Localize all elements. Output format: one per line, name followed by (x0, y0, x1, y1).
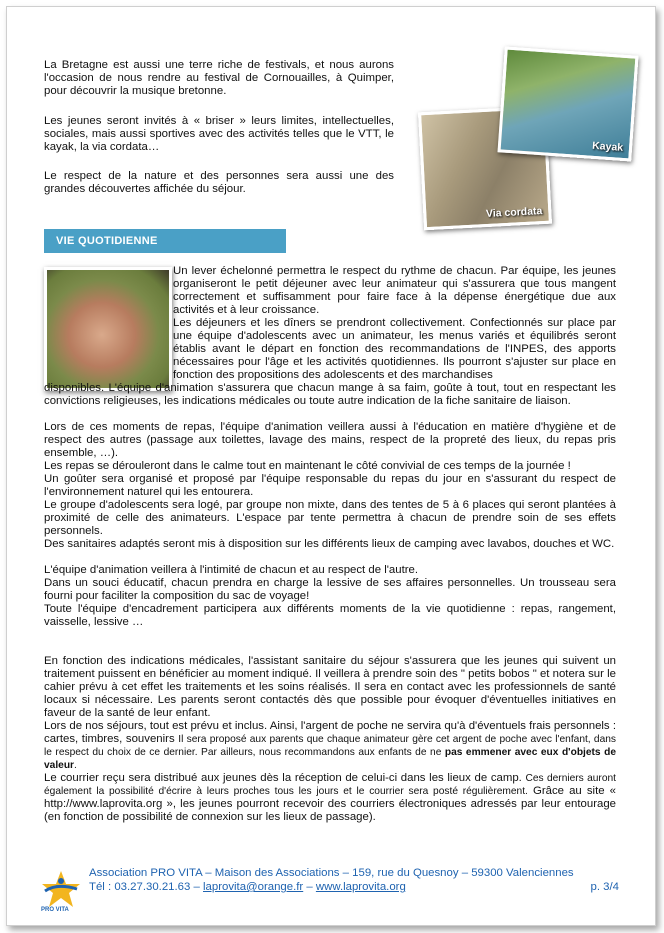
document-page (6, 6, 656, 926)
argent-text-1: Lors de nos séjours, tout est prévu et inclus. Ainsi, l'argent de poche ne servira qu'à d'éventuels frais personnels : cartes, timbres, souvenirs (44, 720, 616, 745)
kayak-caption: Kayak (591, 139, 624, 154)
intro-paragraph-respect: Le respect de la nature et des personnes sera aussi une des grandes découvertes affichée du séjour. (44, 170, 394, 195)
intro-paragraph-activities: Les jeunes seront invités à « briser » leurs limites, intellectuelles, sociales, mais aussi sportives avec des activités telles que le VTT, le kayak, la via cordata… (44, 115, 394, 153)
footer-email-link[interactable]: laprovita@orange.fr (203, 881, 304, 893)
paragraph-encadrement: Toute l'équipe d'encadrement participera aux différents moments de la vie quotidienne : repas, rangement, vaisselle, lessive … (44, 603, 616, 628)
courrier-text-2: Ces derniers auront également la possibilité d'écrire à leurs proches tous les jours et le courrier sera posté régulièrement. (44, 773, 616, 797)
footer-contact-links (89, 881, 591, 894)
paragraph-argent-de-poche (44, 720, 616, 772)
argent-text-end: . (74, 760, 77, 771)
paragraph-hygiene: Lors de ces moments de repas, l'équipe d'animation veillera aussi à l'éducation en matière d'hygiène et de respect des autres (passage aux toilettes, lavage des mains, respect de la propreté des lieux, du repas pris ensemble, …). (44, 421, 616, 459)
footer-address (89, 867, 619, 880)
argent-text-bold: pas emmener avec eux d'objets de valeur (44, 747, 616, 771)
paragraph-tentes: Le groupe d'adolescents sera logé, par groupe non mixte, dans des tentes de 5 à 6 places qui seront plantées à proximité de celle des animateurs. L'espace par tente permettra à chacun de prendre soin de ses effets personnels. (44, 499, 616, 537)
courrier-text-3: Grâce au site « http://www.laprovita.org », les jeunes pourront recevoir des courriers électroniques adressés par leur entourage (en fonction de possibilité de connexion sur les lieux de passage). (44, 785, 616, 823)
footer-page-number: p. 3/4 (590, 881, 619, 893)
footer-website-link[interactable]: www.laprovita.org (315, 881, 406, 893)
argent-text-2: Il sera proposé aux parents que chaque animateur gère cet argent de poche avec l'enfant, dans le respect du choix de ce dernier. Par ailleurs, nous recommandons aux enfants de ne (44, 734, 616, 758)
kayak-photo (497, 46, 638, 161)
via-cordata-caption: Via cordata (485, 205, 543, 221)
pro-vita-logo-icon (39, 869, 83, 909)
section-title-vie-quotidienne: VIE QUOTIDIENNE (44, 229, 286, 253)
paragraph-sanitaires: Des sanitaires adaptés seront mis à disposition sur les différents lieux de camping avec lavabos, douches et WC. (44, 538, 615, 550)
paragraph-calme: Les repas se dérouleront dans le calme tout en maintenant le côté convivial de ces temps de la journée ! (44, 460, 571, 472)
intro-paragraph-festivals: La Bretagne est aussi une terre riche de festivals, et nous aurons l'occasion de nous rendre au festival de Cornouailles, à Quimper, pour découvrir la musique bretonne. (44, 59, 394, 97)
paragraph-courrier (44, 772, 616, 824)
footer-contact (89, 881, 619, 894)
paragraph-intimite: L'équipe d'animation veillera à l'intimité de chacun et au respect de l'autre. (44, 564, 419, 576)
paragraph-lessive: Dans un souci éducatif, chacun prendra en charge la lessive de ses affaires personnelles. Un trousseau sera fourni pour faciliter la composition du sac de voyage! (44, 577, 616, 602)
paragraph-gouter: Un goûter sera organisé et proposé par l'équipe responsable du repas du jour en s'assurant du respect de l'environnement naturel qui les entourera. (44, 473, 616, 498)
footer-tel: Tél : 03.27.30.21.63 – (89, 881, 203, 893)
paragraph-repas: Les déjeuners et les dîners se prendront collectivement. Confectionnés sur place par une équipe d'adolescents avec un animateur, les menus variés et équilibrés seront établis avant le départ en fonction des recommandations de l'INPES, des apports nécessaires pour l'âge et les activités quotidiennes. Ils pourront s'ajuster sur place en fonction des propositions des adolescents et des marchandises (173, 317, 616, 381)
meal-photo (44, 267, 172, 391)
courrier-text-1: Le courrier reçu sera distribué aux jeunes dès la réception de celui-ci dans les lieux de camp. (44, 772, 526, 784)
footer-sep: – (303, 881, 316, 893)
footer-address-text: Association PRO VITA – Maison des Associations – 159, rue du Quesnoy – 59300 Valenciennes (89, 867, 574, 879)
logo-text: PRO VITA (41, 907, 69, 913)
paragraph-lever: Un lever échelonné permettra le respect du rythme de chacun. Par équipe, les jeunes organiseront le petit déjeuner avec leur animateur qui s'assurera que tous mangent correctement et suffisamment pour faire face à la dépense énergétique due aux activités et à leur croissance. (173, 265, 616, 316)
paragraph-disponibles: disponibles. L'équipe d'animation s'assurera que chacun mange à sa faim, goûte à tout, tout en respectant les convictions religieuses, les indications médicales ou toute autre indication de la fiche sanitaire de liaison. (44, 382, 616, 407)
paragraph-sanitaire: En fonction des indications médicales, l'assistant sanitaire du séjour s'assurera que les jeunes qui suivent un traitement puissent en bénéficier au moment indiqué. Il veillera à prendre soin des " petits bobos " et notera sur le cahier prévu à cet effet les traitements et les soins réalisés. Il sera en contact avec les professionnels de santé locaux si nécessaire. Les parents seront contactés dès que possible pour évoquer d'éventuelles initiatives en faveur de la santé de leur enfant. (44, 655, 616, 719)
